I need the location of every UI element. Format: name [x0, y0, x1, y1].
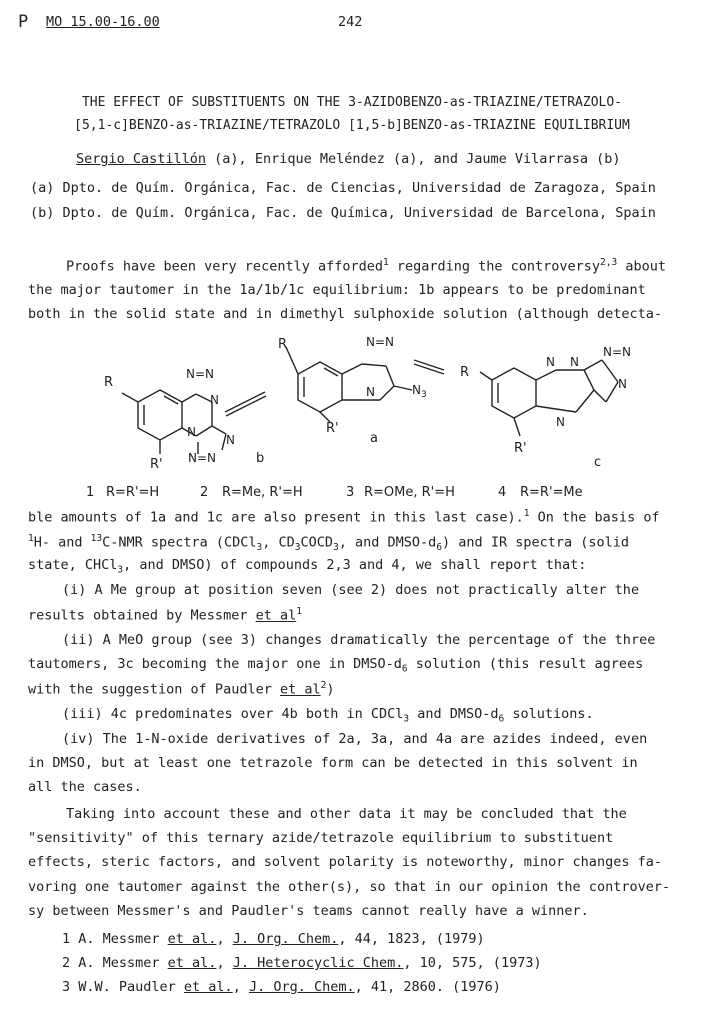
svg-text:R=R'=Me: R=R'=Me	[520, 485, 583, 500]
svg-text:3: 3	[346, 485, 355, 500]
reference-2: 2 A. Messmer et al., J. Heterocyclic Chem., 10, 575, (1973)	[62, 955, 542, 971]
substituent-r-a: R	[278, 337, 288, 352]
intro-line-3: both in the solid state and in dimethyl sulphoxide solution (although detecta-	[28, 306, 662, 322]
intro-line-1: Proofs have been very recently afforded$^1$ regarding the controversy$^{2,3}$ about	[66, 257, 666, 275]
reference-1: 1 A. Messmer et al., J. Org. Chem., 44, 1823, (1979)	[62, 931, 485, 947]
svg-text:N=N: N=N	[188, 451, 217, 465]
svg-text:N=N: N=N	[186, 367, 215, 381]
body-line-1: ble amounts of 1a and 1c are also present in this last case).$^1$ On the basis of	[28, 508, 660, 526]
tautomer-scheme	[0, 330, 704, 508]
point-i: (i) A Me group at position seven (see 2) does not practically alter the	[62, 582, 640, 598]
label-a: a	[370, 431, 378, 446]
affiliation-b: (b) Dpto. de Quím. Orgánica, Fac. de Química, Universidad de Barcelona, Spain	[30, 205, 656, 221]
point-ii: (ii) A MeO group (see 3) changes dramatically the percentage of the three	[62, 632, 656, 648]
compound-legend	[86, 485, 583, 500]
session-letter: P	[18, 12, 29, 32]
authors	[76, 151, 621, 167]
svg-text:R=Me, R'=H: R=Me, R'=H	[222, 485, 303, 500]
svg-text:N: N	[187, 425, 196, 439]
svg-text:N=N: N=N	[603, 345, 632, 359]
substituent-r-b: R	[104, 375, 114, 390]
affiliation-a: (a) Dpto. de Quím. Orgánica, Fac. de Ciencias, Universidad de Zaragoza, Spain	[30, 180, 656, 196]
page-number: 242	[338, 14, 363, 30]
svg-text:N3: $N_3$	[412, 383, 427, 400]
conclusion-line-4: voring one tautomer against the other(s), so that in our opinion the controver-	[28, 879, 671, 895]
label-c: c	[594, 455, 602, 470]
presenting-author: Sergio Castillón	[76, 151, 207, 167]
svg-text:R': R'	[326, 421, 339, 436]
svg-text:R=OMe, R'=H: R=OMe, R'=H	[364, 485, 455, 500]
body-line-2: $^1$H- and $^{13}$C-NMR spectra (CDCl$_3$, $CD_3COCD_3$, and DMSO-$d_6$) and IR spectra (solid	[28, 533, 629, 554]
session-time: MO 15.00-16.00	[46, 14, 160, 30]
svg-text:4: 4	[498, 485, 507, 500]
reference-3: 3 W.W. Paudler et al., J. Org. Chem., 41, 2860. (1976)	[62, 979, 501, 995]
svg-text:N: N	[366, 385, 375, 399]
point-ii-cont-1: tautomers, 3c becoming the major one in DMSO-$d_6$ solution (this result agrees	[28, 656, 644, 675]
title-line-1: THE EFFECT OF SUBSTITUENTS ON THE 3-AZIDOBENZO-as-TRIAZINE/TETRAZOLO-	[81, 95, 623, 110]
svg-text:2: 2	[200, 485, 209, 500]
point-ii-cont-2: with the suggestion of Paudler et $al^2$)	[28, 680, 335, 698]
svg-text:N: N	[226, 433, 235, 447]
point-i-cont: results obtained by Messmer et $al^1$	[28, 606, 302, 624]
substituent-rp-b: R'	[150, 457, 163, 472]
title-line-2: [5,1-c]BENZO-as-TRIAZINE/TETRAZOLO [1,5-b]BENZO-as-TRIAZINE EQUILIBRIUM	[74, 118, 630, 133]
svg-text:N: N	[210, 393, 219, 407]
point-iv: (iv) The 1-N-oxide derivatives of 2a, 3a, and 4a are azides indeed, even	[62, 731, 648, 747]
svg-text:N=N: N=N	[366, 335, 395, 349]
svg-text:N: N	[556, 415, 565, 429]
svg-text:N: N	[546, 355, 555, 369]
conclusion-line-5: sy between Messmer's and Paudler's teams cannot really have a winner.	[28, 903, 589, 919]
svg-text:1: 1	[86, 485, 95, 500]
point-iv-cont-2: all the cases.	[28, 779, 142, 795]
intro-line-2: the major tautomer in the 1a/1b/1c equilibrium: 1b appears to be predominant	[28, 282, 646, 298]
svg-text:R=R'=H: R=R'=H	[106, 485, 160, 500]
conclusion-line-3: effects, steric factors, and solvent polarity is noteworthy, minor changes fa-	[28, 854, 662, 870]
svg-text:R': R'	[514, 441, 527, 456]
other-authors: (a), Enrique Meléndez (a), and Jaume Vilarrasa (b)	[206, 151, 621, 167]
body-line-3: state, CHCl$_3$, and DMSO) of compounds 2,3 and 4, we shall report that:	[28, 557, 587, 576]
conclusion-line-2: "sensitivity" of this ternary azide/tetrazole equilibrium to substituent	[28, 830, 614, 846]
point-iii: (iii) 4c predominates over 4b both in CDCl$_3$ and DMSO-$d_6$ solutions.	[62, 706, 594, 725]
label-b: b	[256, 451, 265, 466]
svg-text:N: N	[618, 377, 627, 391]
svg-text:N: N	[570, 355, 579, 369]
point-iv-cont-1: in DMSO, but at least one tetrazole form can be detected in this solvent in	[28, 755, 638, 771]
conclusion-line-1: Taking into account these and other data it may be concluded that the	[66, 806, 627, 822]
substituent-r-c: R	[460, 365, 470, 380]
